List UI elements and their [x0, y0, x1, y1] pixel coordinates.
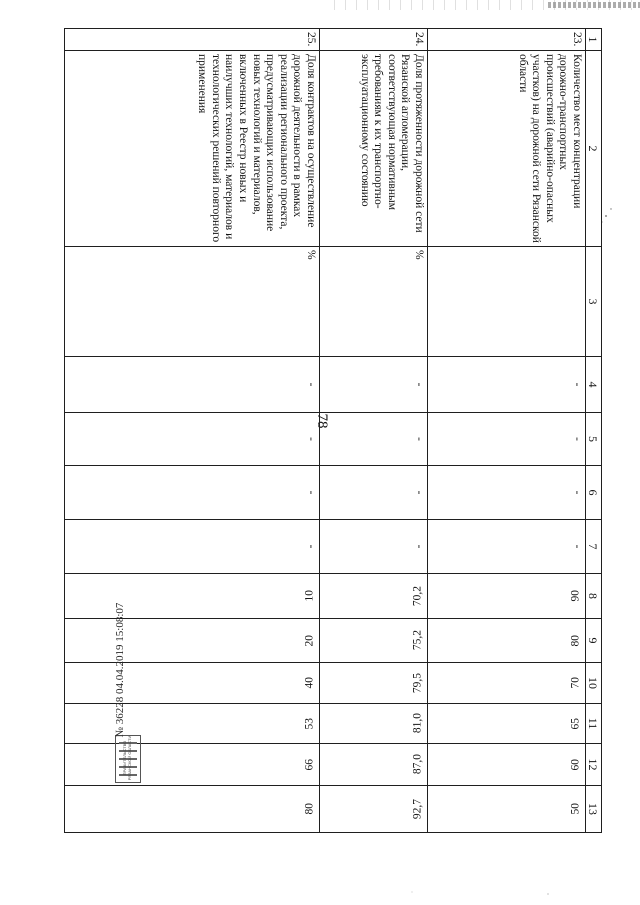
value-cell — [428, 663, 586, 704]
value-cell: - — [428, 466, 586, 520]
value-cell — [320, 704, 428, 744]
header-cell: 6 — [586, 466, 602, 520]
table-header-row — [586, 29, 602, 833]
value-cell — [428, 786, 586, 833]
table-row — [320, 29, 428, 833]
value-text: 65 — [569, 717, 582, 730]
header-cell: 11 — [586, 704, 602, 744]
value-cell — [65, 744, 320, 786]
unit-cell: % — [65, 247, 320, 357]
indicators-table — [64, 28, 602, 833]
value-text: 40 — [303, 677, 316, 689]
value-cell — [428, 574, 586, 619]
value-cell — [65, 786, 320, 833]
indicator-name: Доля протяженности дорожной сети Рязанской агломерации, соответствующая нормативным требованиям к их транспортно-эксплуатационному состоянию — [320, 51, 428, 247]
value-cell — [320, 744, 428, 786]
value-cell: - — [320, 413, 428, 466]
header-cell: 13 — [586, 786, 602, 833]
header-cell: 2 — [586, 51, 602, 247]
value-cell: - — [320, 357, 428, 413]
value-cell: - — [65, 520, 320, 574]
table-row — [428, 29, 586, 833]
value-text: 60 — [569, 758, 582, 771]
value-text: 50 — [569, 803, 582, 815]
row-number: 23. — [428, 29, 586, 51]
indicator-name: Доля контрактов на осуществление дорожной деятельности в рамках реализации регионального проекта, предусматривающих использование новых технологий и материалов, включенных в Реестр новых и наилучших технологий, материалов и технологических решений повторного применения — [65, 51, 320, 247]
value-cell — [65, 619, 320, 663]
value-cell — [320, 574, 428, 619]
rotated-table-container — [64, 28, 602, 832]
value-text: 79,5 — [411, 672, 424, 694]
value-text: 81,0 — [411, 713, 424, 734]
value-text: 92,7 — [411, 798, 424, 820]
stamp-label: ПРАВИТЕЛЬСТВО РЯЗАНСКОЙ ОБЛАСТИ — [122, 735, 132, 781]
value-cell — [428, 704, 586, 744]
unit-cell: % — [320, 247, 428, 357]
header-cell: 4 — [586, 357, 602, 413]
value-cell: - — [428, 413, 586, 466]
value-cell: - — [428, 357, 586, 413]
header-cell: 9 — [586, 619, 602, 663]
table-row — [65, 29, 320, 833]
value-text: 70,2 — [411, 585, 424, 607]
value-cell: - — [320, 466, 428, 520]
registration-number: № 36228 04.04.2019 15:08:07 — [114, 602, 126, 738]
header-cell: 3 — [586, 247, 602, 357]
row-number: 25. — [65, 29, 320, 51]
value-text: 10 — [303, 590, 316, 602]
page-number: 78 — [314, 413, 330, 429]
value-cell: - — [320, 520, 428, 574]
header-cell: 10 — [586, 663, 602, 704]
value-text: 20 — [303, 634, 316, 647]
value-text: 66 — [303, 758, 316, 771]
value-cell — [428, 744, 586, 786]
value-cell — [320, 786, 428, 833]
value-cell — [65, 704, 320, 744]
value-cell — [428, 619, 586, 663]
value-cell: - — [65, 357, 320, 413]
indicator-name: Количество мест концентрации дорожно-транспортных происшествий (аварийно-опасных участков) на дорожной сети Рязанской области — [428, 51, 586, 247]
value-text: 80 — [569, 634, 582, 647]
header-cell: 8 — [586, 574, 602, 619]
value-text: 75,2 — [411, 630, 424, 651]
header-cell: 12 — [586, 744, 602, 786]
header-cell: 7 — [586, 520, 602, 574]
value-text: 90 — [569, 590, 582, 602]
scan-edge-artifact-dark — [548, 2, 640, 8]
value-cell: - — [428, 520, 586, 574]
value-text: 70 — [569, 677, 582, 689]
value-cell — [320, 663, 428, 704]
value-text: 87,0 — [411, 754, 424, 775]
value-cell — [65, 663, 320, 704]
unit-cell — [428, 247, 586, 357]
value-text: 80 — [303, 803, 316, 815]
row-number: 24. — [320, 29, 428, 51]
value-cell: - — [65, 466, 320, 520]
header-cell: 1 — [586, 29, 602, 51]
value-cell: - — [65, 413, 320, 466]
value-cell — [320, 619, 428, 663]
value-cell — [65, 574, 320, 619]
header-cell: 5 — [586, 413, 602, 466]
value-text: 53 — [303, 717, 316, 730]
